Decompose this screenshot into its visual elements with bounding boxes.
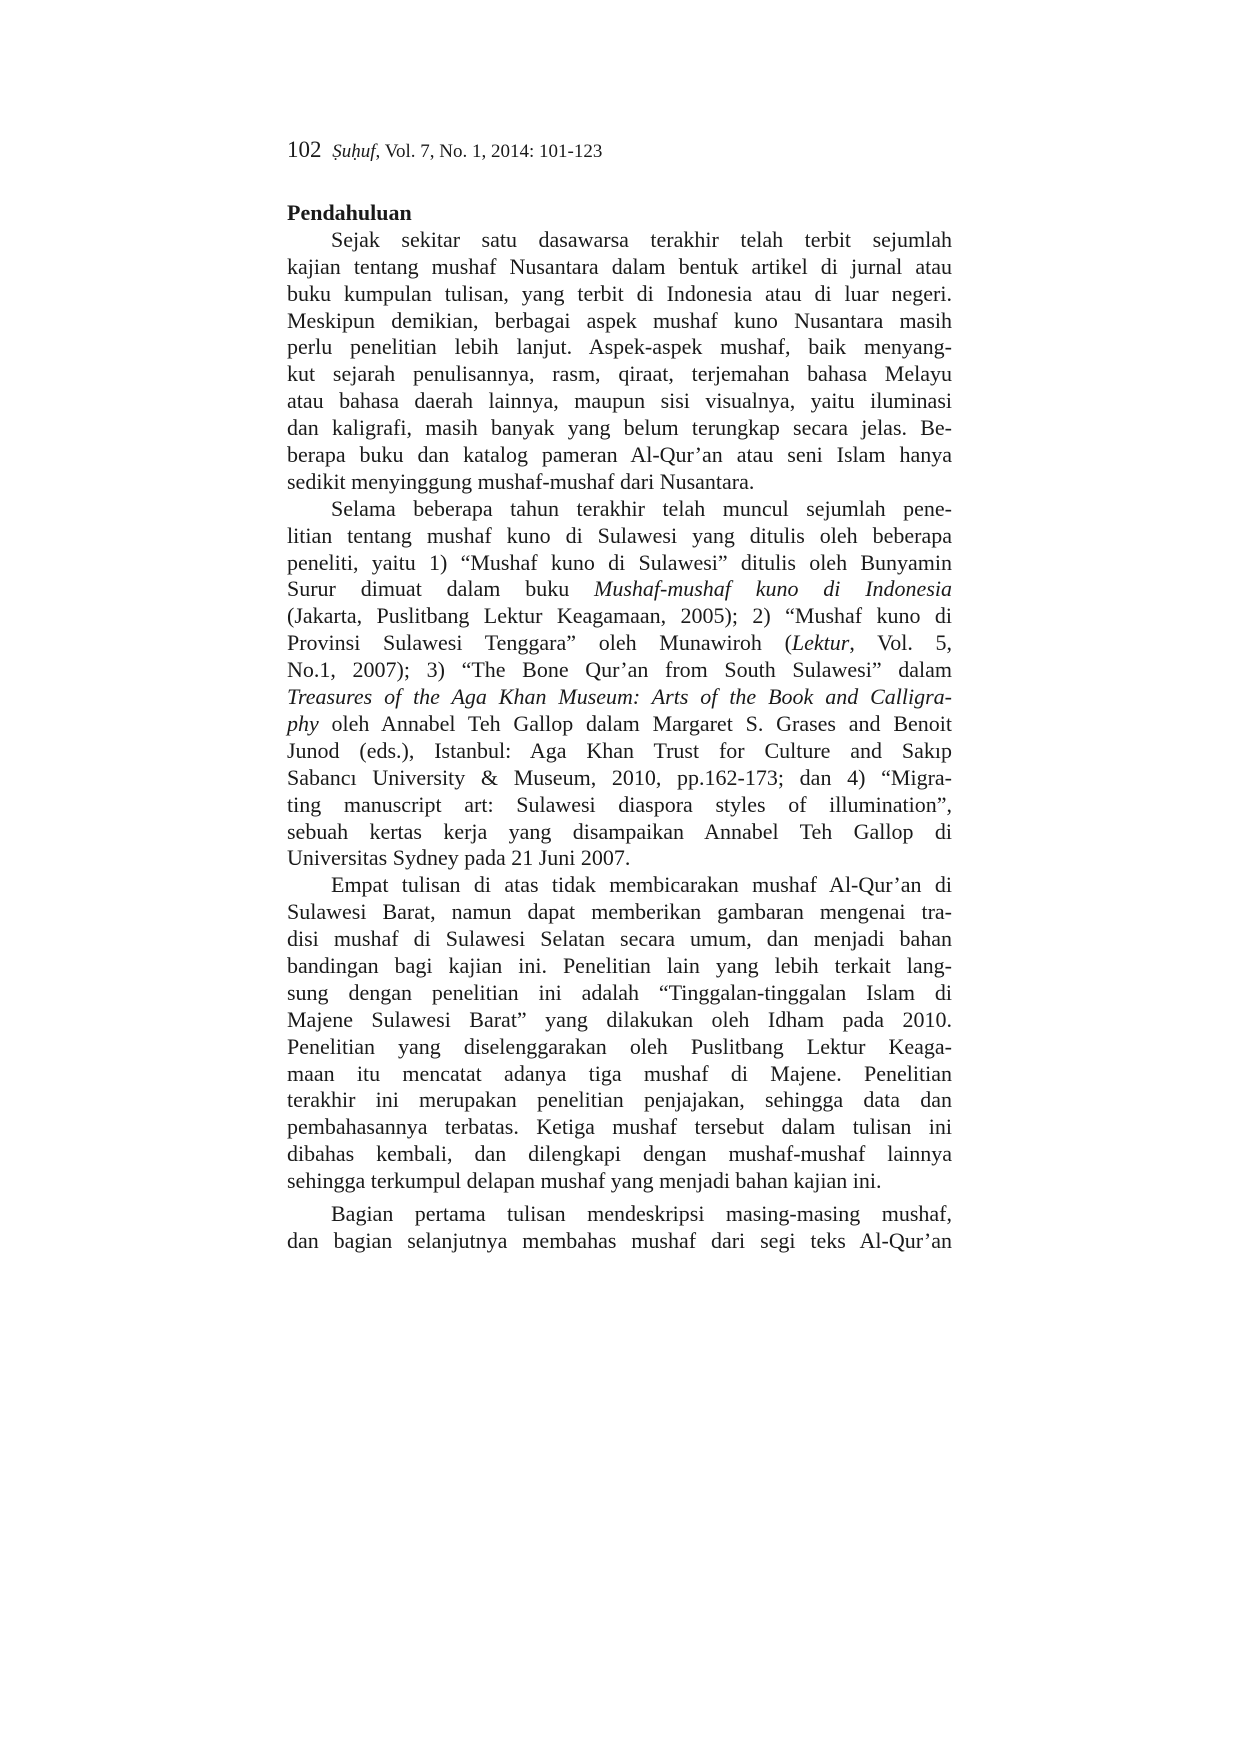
journal-citation: , Vol. 7, No. 1, 2014: 101-123 xyxy=(375,141,603,162)
text-line: peneliti, yaitu 1) “Mushaf kuno di Sulawesi” ditulis oleh Bunyamin xyxy=(287,549,952,575)
text-line: disi mushaf di Sulawesi Selatan secara umum, dan menjadi bahan xyxy=(287,926,952,952)
text-line: sebuah kertas kerja yang disampaikan Annabel Teh Gallop di xyxy=(287,818,952,844)
text-line: pembahasannya terbatas. Ketiga mushaf tersebut dalam tulisan ini xyxy=(287,1114,952,1140)
paragraph-1 xyxy=(287,227,952,496)
text-line: Selama beberapa tahun terakhir telah muncul sejumlah pene- xyxy=(331,495,952,521)
text-line: (Jakarta, Puslitbang Lektur Keagamaan, 2005); 2) “Mushaf kuno di xyxy=(287,603,952,629)
text-line: bandingan bagi kajian ini. Penelitian lain yang lebih terkait lang- xyxy=(287,952,952,978)
italic-title: Lektur xyxy=(791,630,850,656)
text-line: Meskipun demikian, berbagai aspek mushaf kuno Nusantara masih xyxy=(287,307,952,333)
running-head xyxy=(287,138,602,164)
text-line: sung dengan penelitian ini adalah “Tinggalan-tinggalan Islam di xyxy=(287,979,952,1005)
body-text xyxy=(287,200,952,1255)
text-line: kut sejarah penulisannya, rasm, qiraat, terjemahan bahasa Melayu xyxy=(287,361,952,387)
text-line: No.1, 2007); 3) “The Bone Qur’an from South Sulawesi” dalam xyxy=(287,657,952,683)
text-line: Surur dimuat dalam buku Mushaf-mushaf kuno di Indonesia xyxy=(287,576,952,602)
paragraph-4 xyxy=(287,1201,952,1255)
text-line: maan itu mencatat adanya tiga mushaf di Majene. Penelitian xyxy=(287,1060,952,1086)
text-line: perlu penelitian lebih lanjut. Aspek-aspek mushaf, baik menyang- xyxy=(287,334,952,360)
text-line: phy oleh Annabel Teh Gallop dalam Margaret S. Grases and Benoit xyxy=(287,710,952,736)
text-line: dibahas kembali, dan dilengkapi dengan mushaf-mushaf lainnya xyxy=(287,1141,952,1167)
text-line: Sabancı University & Museum, 2010, pp.162-173; dan 4) “Migra- xyxy=(287,764,952,790)
text-line: litian tentang mushaf kuno di Sulawesi yang ditulis oleh beberapa xyxy=(287,522,952,548)
text-line: dan bagian selanjutnya membahas mushaf dari segi teks Al-Qur’an xyxy=(287,1227,952,1253)
text-line: terakhir ini merupakan penelitian penjajakan, sehingga data dan xyxy=(287,1087,952,1113)
text-line: kajian tentang mushaf Nusantara dalam bentuk artikel di jurnal atau xyxy=(287,253,952,279)
italic-title: Mushaf-mushaf kuno di Indonesia xyxy=(594,576,952,602)
text-line: Universitas Sydney pada 21 Juni 2007. xyxy=(287,845,631,871)
text-line: dan kaligrafi, masih banyak yang belum terungkap secara jelas. Be- xyxy=(287,415,952,441)
text-line: Junod (eds.), Istanbul: Aga Khan Trust for Culture and Sakıp xyxy=(287,737,952,763)
text-line: Bagian pertama tulisan mendeskripsi masing-masing mushaf, xyxy=(331,1200,952,1226)
text-line: Sejak sekitar satu dasawarsa terakhir telah terbit sejumlah xyxy=(331,226,952,252)
journal-title: Ṣuḥuf xyxy=(332,141,376,162)
text-line: Penelitian yang diselenggarakan oleh Puslitbang Lektur Keaga- xyxy=(287,1033,952,1059)
text-line: Empat tulisan di atas tidak membicarakan mushaf Al-Qur’an di xyxy=(331,872,952,898)
text-line xyxy=(287,684,952,711)
text-line: atau bahasa daerah lainnya, maupun sisi visualnya, yaitu iluminasi xyxy=(287,388,952,414)
section-heading: Pendahuluan xyxy=(287,200,412,225)
text-line: berapa buku dan katalog pameran Al-Qur’an atau seni Islam hanya xyxy=(287,442,952,468)
text-line: sehingga terkumpul delapan mushaf yang menjadi bahan kajian ini. xyxy=(287,1168,882,1194)
text-line: buku kumpulan tulisan, yang terbit di Indonesia atau di luar negeri. xyxy=(287,280,952,306)
text-line: sedikit menyinggung mushaf-mushaf dari Nusantara. xyxy=(287,468,755,494)
text-line: Majene Sulawesi Barat” yang dilakukan oleh Idham pada 2010. xyxy=(287,1006,952,1032)
italic-title: Treasures of the Aga Khan Museum: Arts of the Book and Calligra- xyxy=(287,684,952,710)
italic-title: phy xyxy=(287,710,319,736)
paragraph-2 xyxy=(287,496,952,872)
paragraph-3 xyxy=(287,872,952,1195)
page-number: 102 xyxy=(287,137,322,162)
text-line: ting manuscript art: Sulawesi diaspora styles of illumination”, xyxy=(287,791,952,817)
text-line: Provinsi Sulawesi Tenggara” oleh Munawiroh (Lektur, Vol. 5, xyxy=(287,630,952,656)
text-line: Sulawesi Barat, namun dapat memberikan gambaran mengenai tra- xyxy=(287,899,952,925)
